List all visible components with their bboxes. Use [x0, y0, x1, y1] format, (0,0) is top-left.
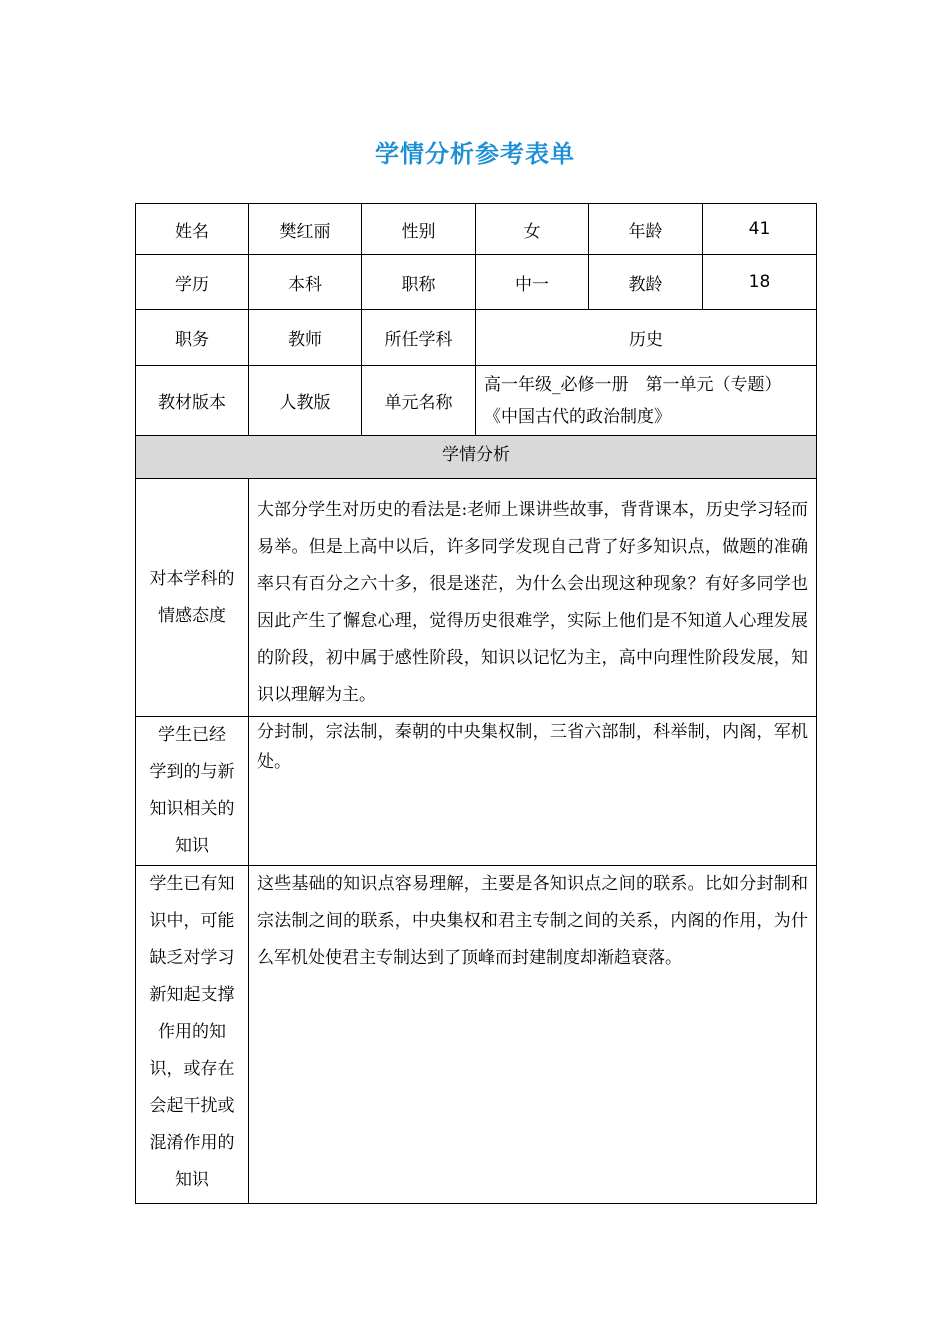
knowledge-gap-label-line: 混淆作用的 — [149, 1133, 235, 1153]
prior-knowledge-label — [136, 717, 249, 866]
gender-label: 性别 — [362, 204, 476, 255]
prior-knowledge-label-line: 知识相关的 — [149, 799, 235, 819]
knowledge-gap-label — [136, 866, 249, 1204]
knowledge-gap-label-line: 新知起支撑 — [149, 985, 235, 1005]
knowledge-gap-text-cell — [249, 866, 817, 1204]
attitude-text-cell — [249, 479, 817, 717]
attitude-label-line: 对本学科的 — [149, 568, 235, 589]
page-title: 学情分析参考表单 — [375, 140, 575, 168]
knowledge-gap-label-line: 会起干扰或 — [149, 1096, 235, 1116]
attitude-text: 大部分学生对历史的看法是:老师上课讲些故事，背背课本，历史学习轻而易举。但是上高中以后，许多同学发现自己背了好多知识点，做题的准确率只有百分之六十多，很是迷茫，为什么会出现这种现象？有好多同学也因此产生了懈怠心理，觉得历史很难学，实际上他们是不知道人心理发展的阶段，初中属于感性阶段，知识以记忆为主，高中向理性阶段发展，知识以理解为主。 — [257, 500, 808, 705]
position-label: 职务 — [136, 310, 249, 366]
prior-knowledge-label-line: 学生已经 — [158, 725, 226, 745]
age-value: 41 — [703, 204, 817, 255]
name-value: 樊红丽 — [249, 204, 362, 255]
textbook-value: 人教版 — [249, 366, 362, 436]
prior-knowledge-text-cell — [249, 717, 817, 866]
rank-label: 职称 — [362, 255, 476, 310]
name-label: 姓名 — [136, 204, 249, 255]
unit-name-line-1: 高一年级_必修一册 第一单元（专题） — [484, 374, 782, 395]
gender-value: 女 — [476, 204, 589, 255]
teaching-years-value: 18 — [703, 255, 817, 310]
age-label: 年龄 — [589, 204, 703, 255]
section-title: 学情分析 — [136, 436, 817, 479]
knowledge-gap-label-line: 知识 — [175, 1170, 209, 1190]
knowledge-gap-text: 这些基础的知识点容易理解，主要是各知识点之间的联系。比如分封制和宗法制之间的联系，中央集权和君主专制之间的关系，内阁的作用，为什么军机处使君主专制达到了顶峰而封建制度却渐趋衰落。 — [257, 874, 808, 968]
unit-name-line-2: 《中国古代的政治制度》 — [484, 406, 671, 427]
attitude-label-line: 情感态度 — [158, 605, 226, 626]
prior-knowledge-text: 分封制，宗法制，秦朝的中央集权制，三省六部制，科举制，内阁，军机处。 — [257, 722, 808, 772]
prior-knowledge-label-line: 知识 — [175, 836, 209, 856]
knowledge-gap-label-line: 缺乏对学习 — [149, 948, 235, 968]
teaching-years-label: 教龄 — [589, 255, 703, 310]
education-value: 本科 — [249, 255, 362, 310]
knowledge-gap-label-line: 识中，可能 — [149, 911, 235, 931]
prior-knowledge-label-line: 学到的与新 — [149, 762, 235, 782]
knowledge-gap-label-line: 识，或存在 — [149, 1059, 235, 1079]
rank-value: 中一 — [476, 255, 589, 310]
attitude-label — [136, 479, 249, 717]
knowledge-gap-label-line: 作用的知 — [158, 1022, 226, 1042]
subject-value: 历史 — [476, 310, 817, 366]
education-label: 学历 — [136, 255, 249, 310]
textbook-label: 教材版本 — [136, 366, 249, 436]
position-value: 教师 — [249, 310, 362, 366]
study-analysis-form — [135, 203, 817, 1204]
unit-name-value — [476, 366, 817, 436]
knowledge-gap-label-line: 学生已有知 — [149, 874, 235, 894]
subject-label: 所任学科 — [362, 310, 476, 366]
unit-label: 单元名称 — [362, 366, 476, 436]
